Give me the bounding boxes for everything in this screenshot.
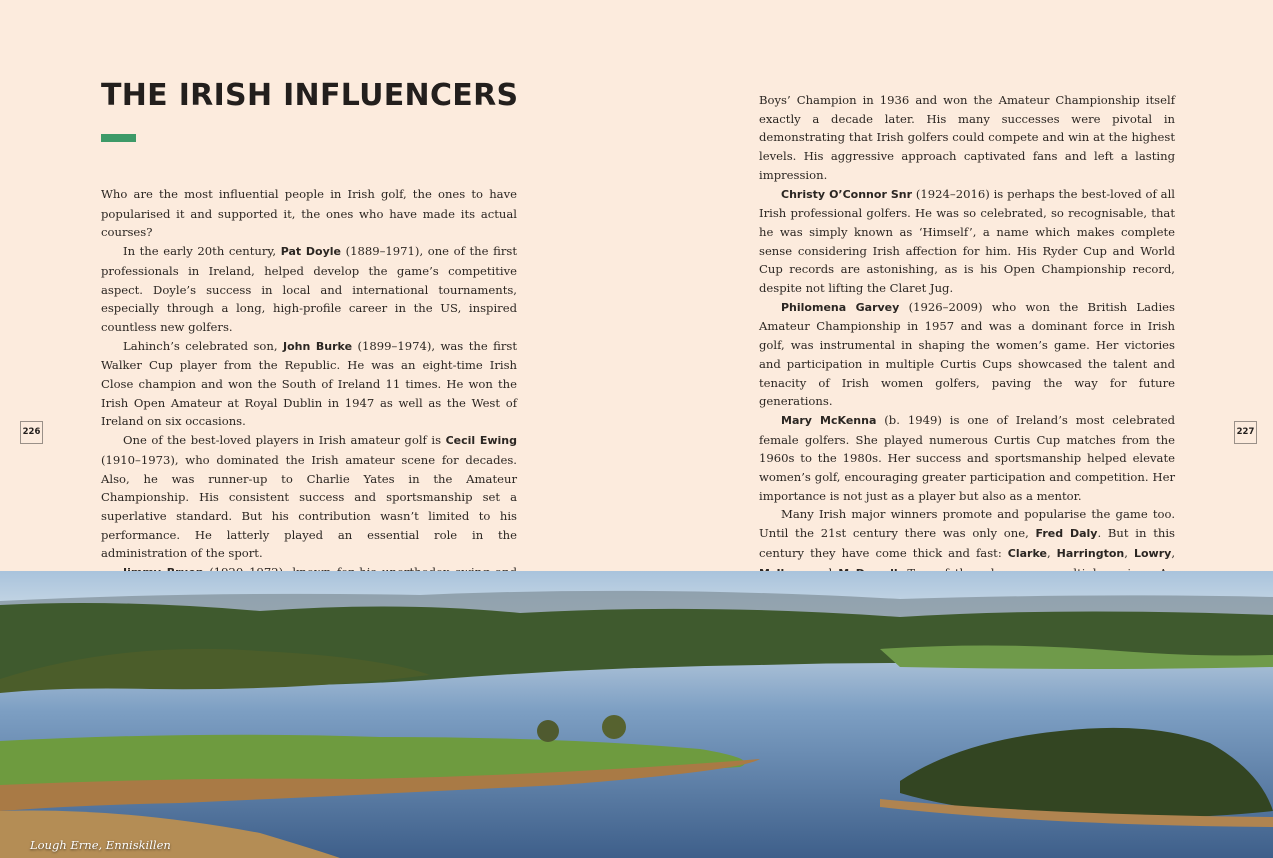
page-title: THE IRISH INFLUENCERS <box>101 78 519 113</box>
intro-paragraph: Who are the most influential people in Irish golf, the ones to have popularised it and supported it, the ones who have made its actual courses? <box>101 187 517 240</box>
paragraph-pat-doyle: In the early 20th century, Pat Doyle (1889–1971), one of the first professionals in Ireland, helped develop the game’s competitive aspect. Doyle’s success in local and international tournaments, especially through a long, high-profile career in the US, inspired countless new golfers. <box>101 244 517 334</box>
page-number-right: 227 <box>1234 421 1257 444</box>
photo-caption: Lough Erne, Enniskillen <box>30 838 171 852</box>
paragraph-bruen-continued: Boys’ Champion in 1936 and won the Amateur Championship itself exactly a decade later. His many successes were pivotal in demonstrating that Irish golfers could compete and win at the highest levels. His aggressive approach captivated fans and left a lasting impression. <box>759 93 1175 182</box>
paragraph-major-winners: Many Irish major winners promote and popularise the game too. Until the 21st century there was only one, Fred Daly. But in this century they have come thick and fast: Clarke, Harrington, Lowry, <box>759 507 1175 560</box>
tree-left <box>537 720 559 742</box>
left-text-column <box>101 185 517 620</box>
title-accent-bar <box>101 134 136 142</box>
landscape-photo <box>0 571 1273 858</box>
lough-erne-scene <box>0 571 1273 858</box>
paragraph-philomena-garvey: Philomena Garvey (1926–2009) who won the British Ladies Amateur Championship in 1957 and was a dominant force in Irish golf, was instrumental in shaping the women’s game. Her victories and participation in multiple Curtis Cups showcased the talent and tenacity of Irish women golfers, paving the way for future generations. <box>759 299 1175 409</box>
paragraph-john-burke: Lahinch’s celebrated son, John Burke (1899–1974), was the first Walker Cup player from the Republic. He was an eight-time Irish Close champion and won the South of Ireland 11 times. He won the Irish Open Amateur at Royal Dublin in 1947 as well as the West of Ireland on six occasions. <box>101 338 518 429</box>
paragraph-mary-mckenna: Mary McKenna (b. 1949) is one of Ireland’s most celebrated female golfers. She played numerous Curtis Cup matches from the 1960s to the 1980s. Her success and sportsmanship helped elevate women’s golf, encouraging greater participation and competition. Her importance is not just as a player but also as a mentor. <box>759 412 1176 503</box>
page-number-left: 226 <box>20 421 43 444</box>
right-text-column <box>759 91 1175 621</box>
paragraph-christy-oconnor: Christy O’Connor Snr (1924–2016) is perhaps the best-loved of all Irish professional golfers. He was so celebrated, so recognisable, that he was simply known as ‘Himself’, a name which makes complete sense considering Irish affection for him. His Ryder Cup and World Cup records are astonishing, as is his Open Championship record, despite not lifting the Claret Jug. <box>759 186 1175 296</box>
tree-right <box>602 715 626 739</box>
paragraph-cecil-ewing: One of the best-loved players in Irish amateur golf is Cecil Ewing (1910–1973), who dominated the Irish amateur scene for decades. Also, he was runner-up to Charlie Yates in the Amateur Championship. His consistent success and sportsmanship set a superlative standard. But his contribution wasn’t limited to his performance. He latterly played an essential role in the administration of the sport. <box>101 433 518 561</box>
